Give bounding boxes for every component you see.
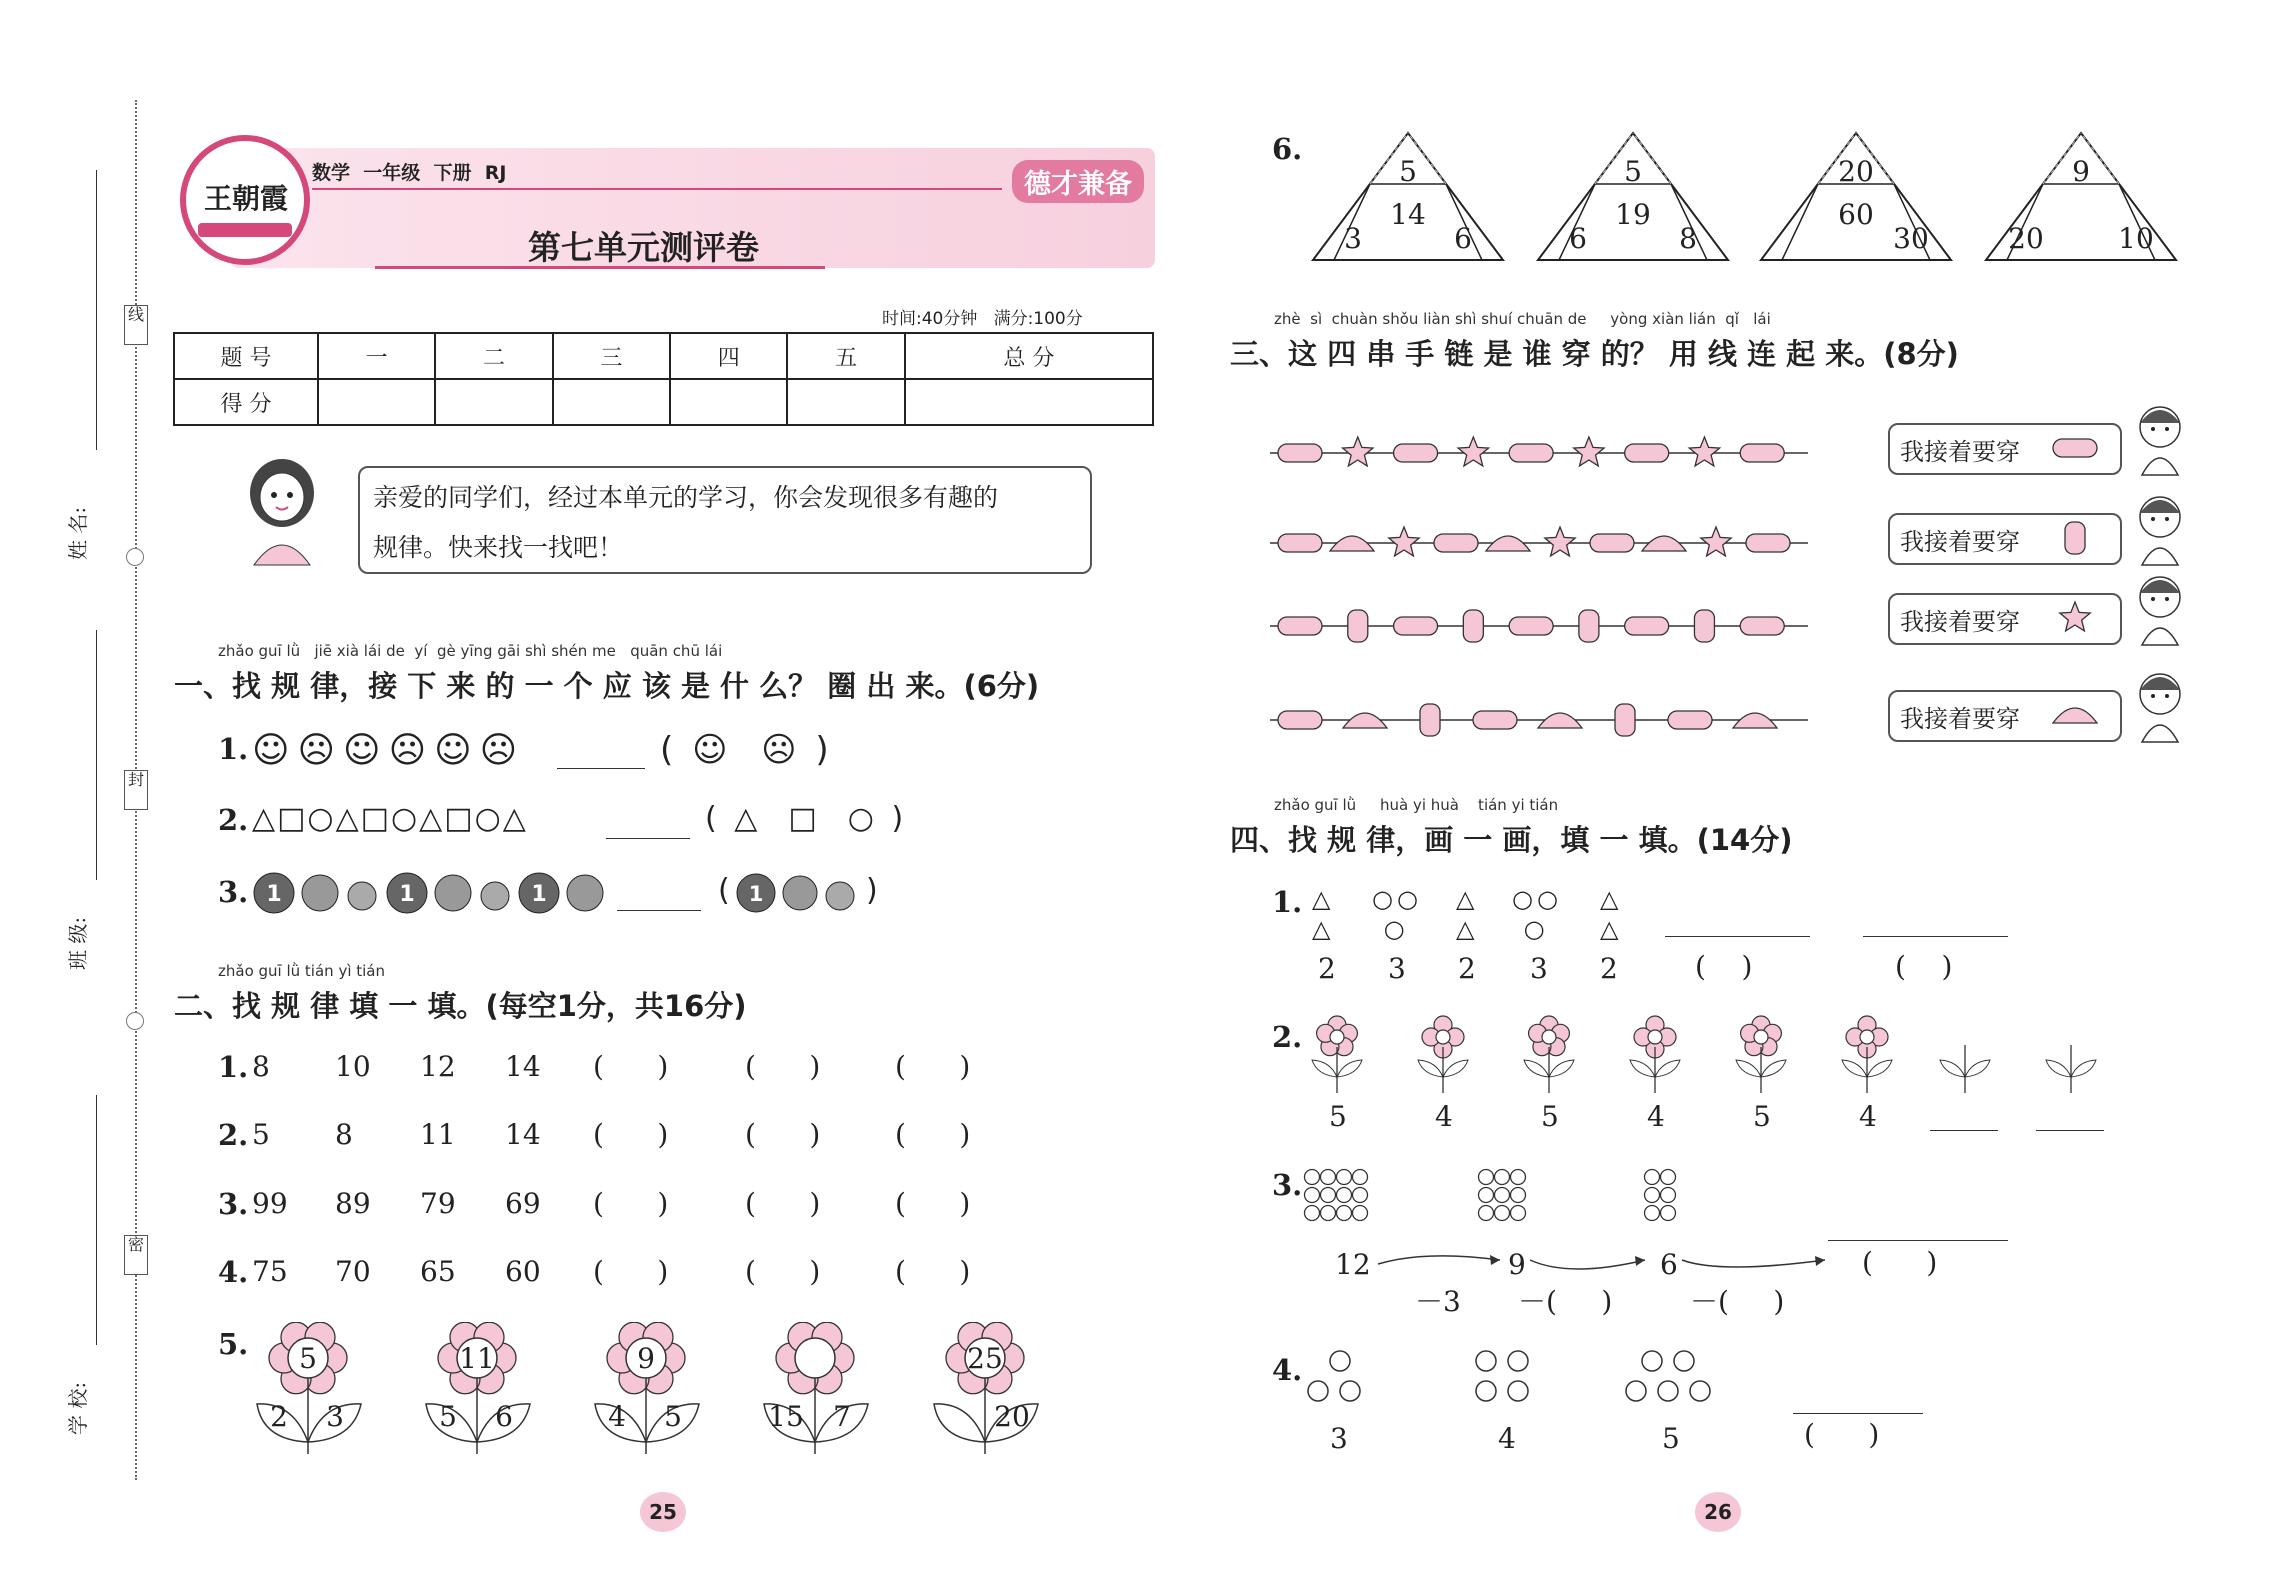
score-cell[interactable] [553, 379, 670, 425]
s4-q3-value: 12 [1335, 1248, 1371, 1281]
score-cell[interactable] [787, 379, 904, 425]
s4-q2-count: 5 [1753, 1100, 1771, 1133]
s2-value: 89 [335, 1187, 371, 1220]
section3-title: 三、这 四 串 手 链 是 谁 穿 的？ 用 线 连 起 来。(8分) [1230, 337, 1959, 371]
school-label: 学 校: [66, 1381, 90, 1435]
s4-q3-minus[interactable]: －( ) [1690, 1285, 1785, 1318]
circle-grids [1300, 1165, 1700, 1245]
s4-q4-num: 4. [1272, 1353, 1303, 1387]
flower-left-value: 4 [608, 1400, 626, 1433]
coin-5jiao-icon [783, 876, 817, 910]
s2-row-num: 3. [218, 1187, 249, 1221]
class-label: 班 级: [66, 916, 90, 970]
class-field [62, 630, 102, 970]
s2-value: 5 [252, 1118, 270, 1151]
s4-q3-value: 9 [1508, 1248, 1526, 1281]
coin-1yuan-icon [737, 874, 775, 912]
score-cell[interactable] [318, 379, 435, 425]
s2-answer-paren[interactable]: ( ) [593, 1255, 669, 1288]
s4-q1-count: 2 [1318, 952, 1336, 985]
flower-left-value: 15 [768, 1400, 804, 1433]
s4-q1-blank-2[interactable] [1863, 936, 2008, 937]
s1-q3-close: ) [866, 873, 882, 908]
score-cell[interactable] [905, 379, 1153, 425]
flower-left-value: 5 [439, 1400, 457, 1433]
s4-q1-count: 2 [1600, 952, 1618, 985]
s2-value: 75 [252, 1255, 288, 1288]
flower-right-value: 6 [495, 1400, 513, 1433]
s2-answer-paren[interactable]: ( ) [895, 1255, 971, 1288]
score-header-cell: 总 分 [905, 333, 1153, 379]
intro-line-1: 亲爱的同学们，经过本单元的学习，你会发现很多有趣的 [373, 483, 999, 512]
speech-text: 我接着要穿 [1900, 528, 2020, 556]
triangle-right-value: 10 [2118, 222, 2154, 255]
flower-center-value: 9 [637, 1342, 655, 1375]
s4-q1-col4: ○○ ○ [1512, 885, 1562, 943]
s2-value: 70 [335, 1255, 371, 1288]
s4-q3-arrows [1370, 1240, 1840, 1280]
s2-value: 14 [505, 1050, 541, 1083]
flower-icon [760, 1322, 890, 1462]
s2-value: 11 [420, 1118, 456, 1151]
svg-text:1: 1 [266, 882, 282, 907]
s2-row-num: 2. [218, 1118, 249, 1152]
bead-icon [2050, 695, 2100, 735]
s4-q1-num: 1. [1272, 885, 1303, 919]
score-header-cell: 二 [435, 333, 552, 379]
section2-pinyin: zhǎo guī lǜ tián yì tián [218, 962, 385, 980]
s4-q4-circles [1300, 1345, 1740, 1415]
triangle-top-value: 20 [1838, 155, 1874, 188]
s2-answer-paren[interactable]: ( ) [745, 1187, 821, 1220]
coin-1yuan-icon [519, 873, 559, 913]
child-avatar [2130, 571, 2190, 646]
coin-options[interactable] [734, 868, 864, 918]
s4-q2-blank-1[interactable] [1930, 1130, 1998, 1131]
seal-mark: 封 [124, 770, 148, 810]
svg-text:1: 1 [399, 882, 415, 907]
coin-1jiao-icon [348, 882, 376, 910]
coin-1jiao-icon [481, 882, 509, 910]
s1-q2-options[interactable]: ( △ □ ○ ) [705, 801, 908, 836]
s2-value: 10 [335, 1050, 371, 1083]
s4-q3-paren[interactable]: ( ) [1862, 1246, 1938, 1279]
flower-left-value: 2 [270, 1400, 288, 1433]
s4-q2-count: 5 [1541, 1100, 1559, 1133]
triangle-mid-value: 19 [1615, 198, 1651, 231]
triangle-top-value: 9 [2072, 155, 2090, 188]
s2-answer-paren[interactable]: ( ) [745, 1255, 821, 1288]
coin-5jiao-icon [567, 875, 603, 911]
small-flower-icon [1514, 1015, 1584, 1095]
s2-row-num: 4. [218, 1255, 249, 1289]
s2-answer-paren[interactable]: ( ) [895, 1118, 971, 1151]
sprout-icon [2036, 1035, 2106, 1095]
triangle-top-value: 5 [1624, 155, 1642, 188]
s4-q1-col2: ○○ ○ [1372, 885, 1422, 943]
s4-q2-blank-2[interactable] [2036, 1130, 2104, 1131]
svg-text:1: 1 [531, 882, 547, 907]
girl-avatar [232, 455, 332, 570]
line-mark: 线 [124, 305, 148, 345]
s4-q1-blank-1[interactable] [1665, 936, 1810, 937]
section3-pinyin: zhè sì chuàn shǒu liàn shì shuí chuān de yòng xiàn lián qǐ lái [1274, 310, 1771, 328]
secret-mark: 密 [124, 1235, 148, 1275]
section1-pinyin: zhǎo guī lǜ jiē xià lái de yí gè yīng gāi shì shén me quān chū lái [218, 642, 723, 660]
small-flower-icon [1302, 1015, 1372, 1095]
coin-5jiao-icon [435, 875, 471, 911]
score-header-cell: 三 [553, 333, 670, 379]
s4-q3-num: 3. [1272, 1168, 1303, 1202]
flower-right-value: 7 [833, 1400, 851, 1433]
s2-answer-paren[interactable]: ( ) [593, 1050, 669, 1083]
flower-right-value: 5 [664, 1400, 682, 1433]
s4-q4-count: 4 [1498, 1422, 1516, 1455]
s4-q2-count: 4 [1435, 1100, 1453, 1133]
s1-q1-options[interactable]: ( ☺ ☹ ) [660, 730, 833, 770]
s4-q4-blank[interactable] [1793, 1413, 1923, 1414]
small-flower-icon [1726, 1015, 1796, 1095]
s1-q2-sequence: △□○△□○△□○△ [252, 801, 528, 836]
speech-text: 我接着要穿 [1900, 608, 2020, 636]
s4-q1-col1: △ △ [1312, 885, 1335, 943]
flower-center-value: 11 [459, 1342, 495, 1375]
s2-value: 65 [420, 1255, 456, 1288]
subject-line: 数学 一年级 下册 RJ [312, 162, 507, 184]
score-cell[interactable] [670, 379, 787, 425]
triangle-mid-value: 14 [1390, 198, 1426, 231]
s4-q1-count: 3 [1388, 952, 1406, 985]
s4-q1-paren-1[interactable]: ( ) [1695, 950, 1753, 983]
s1-q2-blank[interactable] [606, 838, 690, 839]
child-avatar [2130, 491, 2190, 566]
title-underline [375, 266, 825, 269]
s1-q1-blank[interactable] [557, 768, 645, 769]
binding-dot-1 [126, 548, 144, 566]
s2-value: 69 [505, 1187, 541, 1220]
s2-q5-num: 5. [218, 1327, 249, 1361]
name-label: 姓 名: [66, 506, 90, 560]
bead-icon [2050, 598, 2100, 638]
s4-q2-count: 4 [1647, 1100, 1665, 1133]
s1-q1-num: 1. [218, 732, 249, 766]
speech-text: 我接着要穿 [1900, 705, 2020, 733]
time-score: 时间:40分钟 满分:100分 [882, 309, 1083, 329]
s4-q1-paren-2[interactable]: ( ) [1895, 950, 1953, 983]
s2-value: 60 [505, 1255, 541, 1288]
s2-value: 99 [252, 1187, 288, 1220]
s4-q4-count: 3 [1330, 1422, 1348, 1455]
s2-answer-paren[interactable]: ( ) [593, 1187, 669, 1220]
page-number-right: 26 [1695, 1492, 1741, 1532]
child-avatar [2130, 401, 2190, 476]
s4-q3-blank[interactable] [1828, 1240, 2008, 1241]
s2-value: 8 [252, 1050, 270, 1083]
bead-icon [2050, 428, 2100, 468]
s4-q2-count: 5 [1329, 1100, 1347, 1133]
s2-answer-paren[interactable]: ( ) [745, 1050, 821, 1083]
score-row-label: 得 分 [174, 379, 318, 425]
q6-num: 6. [1272, 132, 1303, 166]
score-header-cell: 题 号 [174, 333, 318, 379]
binding-dot-2 [126, 1012, 144, 1030]
child-avatar [2130, 668, 2190, 743]
triangle-mid-value: 60 [1838, 198, 1874, 231]
s4-q4-paren[interactable]: ( ) [1804, 1418, 1880, 1451]
s1-q1-sequence: ☺☹☺☹☺☹ [252, 730, 526, 771]
triangle-right-value: 6 [1454, 222, 1472, 255]
page-title: 第七单元测评卷 [528, 228, 759, 267]
s2-answer-paren[interactable]: ( ) [895, 1187, 971, 1220]
triangle-left-value: 3 [1344, 222, 1362, 255]
s1-q3-blank[interactable] [617, 910, 701, 911]
header-rule [312, 188, 1002, 190]
svg-text:1: 1 [748, 882, 764, 906]
section2-title: 二、找 规 律 填 一 填。(每空1分，共16分) [174, 989, 747, 1023]
triangle-top-value: 5 [1399, 155, 1417, 188]
s2-value: 12 [420, 1050, 456, 1083]
bracelets [1270, 418, 1810, 748]
triangle-left-value: 20 [2008, 222, 2044, 255]
small-flower-icon [1832, 1015, 1902, 1095]
section4-pinyin: zhǎo guī lǜ huà yi huà tián yi tián [1274, 796, 1559, 814]
flower-right-value: 3 [326, 1400, 344, 1433]
s2-answer-paren[interactable]: ( ) [745, 1118, 821, 1151]
page-number-left: 25 [640, 1492, 686, 1532]
s2-value: 8 [335, 1118, 353, 1151]
coin-1jiao-icon [826, 882, 854, 910]
s1-q3-num: 3. [218, 875, 249, 909]
s4-q4-count: 5 [1662, 1422, 1680, 1455]
s2-value: 79 [420, 1187, 456, 1220]
s4-q3-minus: －3 [1415, 1285, 1461, 1318]
s1-q3-open: ( [718, 873, 734, 908]
flower-center-value: 25 [967, 1342, 1003, 1375]
triangle-right-value: 8 [1679, 222, 1697, 255]
sprout-icon [1930, 1035, 2000, 1095]
s4-q1-col5: △ △ [1600, 885, 1623, 943]
section4-title: 四、找 规 律，画 一 画，填 一 填。(14分) [1230, 823, 1793, 857]
s2-answer-paren[interactable]: ( ) [593, 1118, 669, 1151]
small-flower-icon [1408, 1015, 1478, 1095]
triangle-left-value: 6 [1569, 222, 1587, 255]
section1-title: 一、找 规 律，接 下 来 的 一 个 应 该 是 什 么？ 圈 出 来。(6分) [174, 669, 1040, 703]
flower-right-value: 20 [994, 1400, 1030, 1433]
small-flower-icon [1620, 1015, 1690, 1095]
s1-q2-num: 2. [218, 803, 249, 837]
score-header-cell: 一 [318, 333, 435, 379]
score-table [173, 332, 1154, 426]
triangle-right-value: 30 [1893, 222, 1929, 255]
s4-q3-minus[interactable]: －( ) [1518, 1285, 1613, 1318]
coin-1yuan-icon [254, 873, 294, 913]
score-header-cell: 四 [670, 333, 787, 379]
intro-line-2: 规律。快来找一找吧！ [373, 533, 624, 562]
badge: 德才兼备 [1012, 160, 1144, 203]
s2-answer-paren[interactable]: ( ) [895, 1050, 971, 1083]
score-cell[interactable] [435, 379, 552, 425]
flower-center-value: 5 [299, 1342, 317, 1375]
bead-icon [2050, 518, 2100, 558]
s4-q2-num: 2. [1272, 1020, 1303, 1054]
s4-q3-value: 6 [1660, 1248, 1678, 1281]
speech-text: 我接着要穿 [1900, 438, 2020, 466]
school-field [62, 1095, 102, 1435]
s4-q2-count: 4 [1859, 1100, 1877, 1133]
s4-q1-col3: △ △ [1456, 885, 1479, 943]
s4-q1-count: 3 [1530, 952, 1548, 985]
coin-1yuan-icon [387, 873, 427, 913]
coin-5jiao-icon [302, 875, 338, 911]
s2-row-num: 1. [218, 1050, 249, 1084]
s4-q1-count: 2 [1458, 952, 1476, 985]
coin-sequence [252, 868, 612, 918]
name-field [62, 170, 102, 560]
logo: 王朝霞 [180, 135, 310, 265]
score-header-cell: 五 [787, 333, 904, 379]
s2-value: 14 [505, 1118, 541, 1151]
